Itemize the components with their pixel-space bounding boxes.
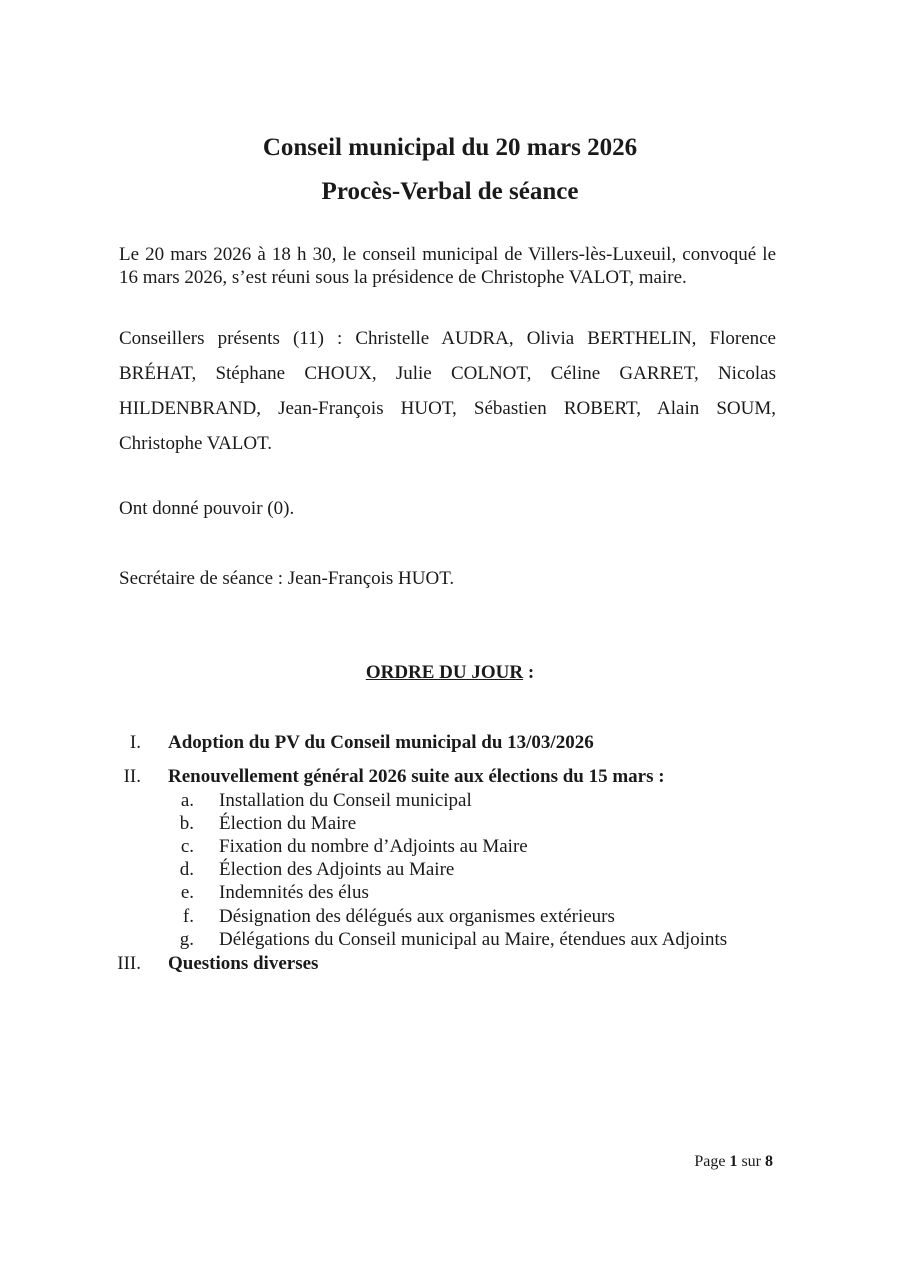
subitem-letter: d. [179,859,194,880]
page-title: Conseil municipal du 20 mars 2026 [262,134,638,161]
agenda-item-title: Renouvellement général 2026 suite aux élections du 15 mars : [168,766,665,787]
agenda-item-number: III. [117,953,141,974]
agenda-item-title: Adoption du PV du Conseil municipal du 13/03/2026 [168,732,594,753]
proxy-paragraph: Ont donné pouvoir (0). [119,498,295,519]
subitem-text: Installation du Conseil municipal [219,790,472,811]
agenda-heading [0,661,900,685]
page-word: Page [694,1153,726,1170]
page-subtitle: Procès-Verbal de séance [321,178,579,205]
subitem-letter: g. [179,929,194,950]
subitem-letter: c. [180,836,194,857]
agenda-heading-text: ORDRE DU JOUR [365,662,524,683]
subitem-text: Élection des Adjoints au Maire [219,859,455,880]
agenda-item-number: I. [129,732,141,753]
present-councillors: Conseillers présents (11) : Christelle AUDRA, Olivia BERTHELIN, Florence BRÉHAT, Stéphane CHOUX, Julie COLNOT, Céline GARRET, Nicolas HILDENBRAND, Jean-François HUOT, Sébastien ROBERT, Alain SOUM, Christophe VALOT. [119,328,776,454]
subitem-letter: a. [180,790,194,811]
subitem-letter: f. [182,906,194,927]
total-pages: 8 [765,1153,773,1170]
page-number [600,1152,773,1172]
intro-paragraph: Le 20 mars 2026 à 18 h 30, le conseil municipal de Villers-lès-Luxeuil, convoqué le 16 mars 2026, s’est réuni sous la présidence de Christophe VALOT, maire. [119,244,776,288]
subitem-letter: b. [179,813,194,834]
subitem-text: Indemnités des élus [219,882,369,903]
page-sur: sur [741,1153,761,1170]
subitem-text: Désignation des délégués aux organismes extérieurs [219,906,615,927]
subitem-letter: e. [180,882,194,903]
subitem-text: Délégations du Conseil municipal au Maire, étendues aux Adjoints [219,929,728,950]
secretary-paragraph: Secrétaire de séance : Jean-François HUOT. [119,568,455,589]
agenda-heading-suffix: : [523,662,535,683]
subitem-text: Élection du Maire [219,813,357,834]
current-page: 1 [729,1153,738,1170]
subitem-text: Fixation du nombre d’Adjoints au Maire [219,836,528,857]
agenda-item-title: Questions diverses [168,953,319,974]
agenda-item-number: II. [123,766,141,787]
